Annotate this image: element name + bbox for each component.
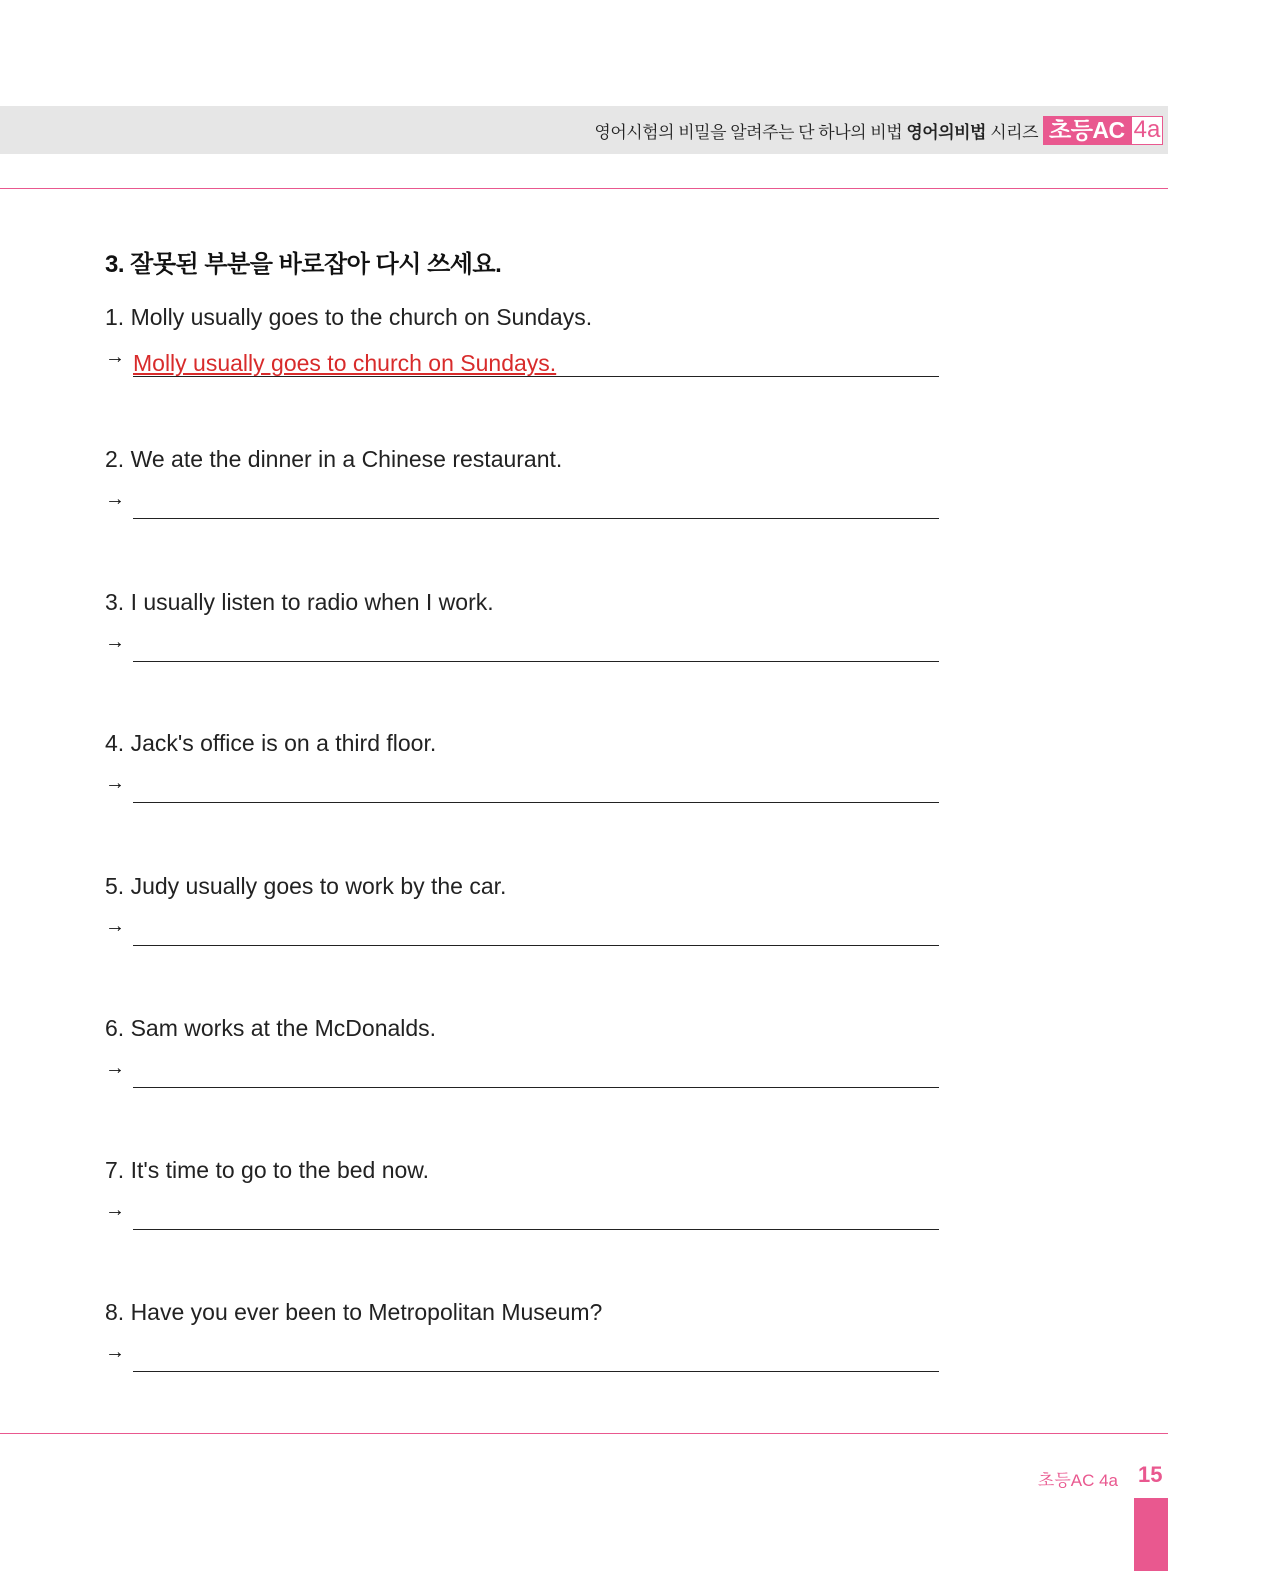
arrow-icon: → (105, 772, 125, 794)
series-bold-name: 영어의비법 (906, 123, 986, 142)
arrow-icon: → (105, 488, 125, 510)
exercise-item-7 (105, 1157, 940, 1237)
bottom-divider (0, 1433, 1168, 1434)
arrow-icon: → (105, 1199, 125, 1221)
question-text: 5. Judy usually goes to work by the car. (105, 873, 507, 899)
exercise-item-5 (105, 873, 940, 953)
question-text: 7. It's time to go to the bed now. (105, 1157, 430, 1183)
book-badge (1043, 116, 1163, 145)
arrow-icon: → (105, 631, 125, 653)
answer-line[interactable] (133, 1371, 939, 1372)
exercise-item-4 (105, 730, 940, 810)
series-text: 영어시험의 비밀을 알려주는 단 하나의 비법 (594, 123, 903, 142)
arrow-icon: → (105, 1341, 125, 1363)
series-suffix: 시리즈 (990, 123, 1038, 142)
question-text: 1. Molly usually goes to the church on Sundays. (105, 304, 593, 330)
question-text: 4. Jack's office is on a third floor. (105, 730, 437, 756)
exercise-item-3 (105, 589, 940, 669)
series-caption (594, 118, 1038, 143)
question-text: 2. We ate the dinner in a Chinese restaurant. (105, 446, 563, 472)
answer-line[interactable] (133, 518, 939, 519)
arrow-icon: → (105, 1057, 125, 1079)
answer-line[interactable] (133, 945, 939, 946)
answer-line[interactable] (133, 1087, 939, 1088)
answer-text: Molly usually goes to church on Sundays. (133, 350, 557, 376)
footer-book-label: 초등AC 4a (1037, 1471, 1118, 1490)
answer-line[interactable] (133, 802, 939, 803)
arrow-icon: → (105, 915, 125, 937)
question-text: 3. I usually listen to radio when I work. (105, 589, 494, 615)
exercise-item-2 (105, 446, 940, 526)
top-divider (0, 188, 1168, 189)
exercise-item-1 (105, 304, 940, 384)
page-number: 15 (1138, 1462, 1163, 1487)
answer-line[interactable] (133, 1229, 939, 1230)
question-text: 8. Have you ever been to Metropolitan Museum? (105, 1299, 603, 1325)
exercise-item-8 (105, 1299, 940, 1379)
arrow-icon: → (105, 346, 125, 368)
badge-level-label: 4a (1131, 116, 1164, 145)
question-text: 6. Sam works at the McDonalds. (105, 1015, 437, 1041)
exercise-item-6 (105, 1015, 940, 1095)
answer-line[interactable] (133, 661, 939, 662)
badge-main-label: 초등AC (1043, 116, 1131, 145)
page-edge-tab (1134, 1498, 1168, 1571)
section-title: 3. 잘못된 부분을 바로잡아 다시 쓰세요. (105, 251, 502, 278)
